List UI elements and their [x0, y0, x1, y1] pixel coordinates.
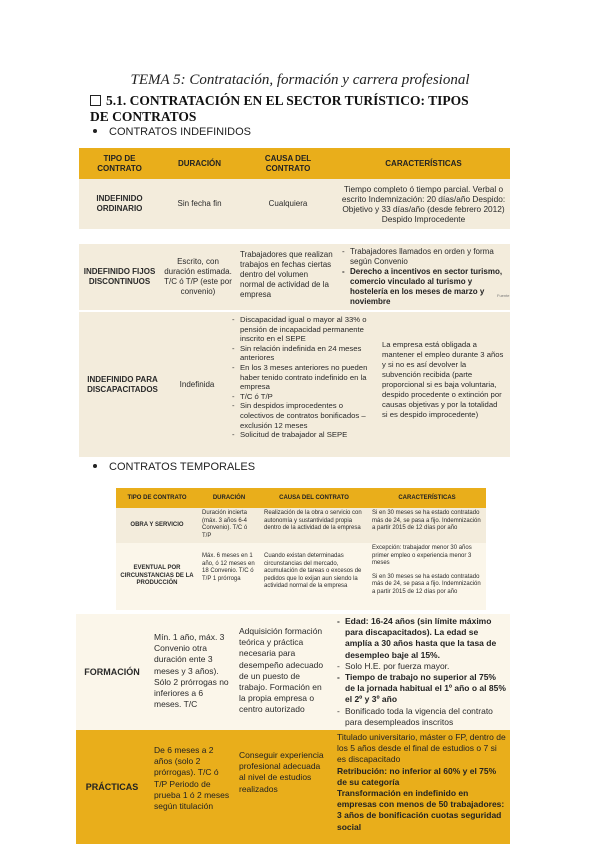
row2-duracion: Escrito, con duración estimada. T/C ó T/P (este por convenio) — [160, 244, 236, 310]
row1-duracion: Sin fecha fin — [160, 179, 239, 229]
row3-causa-item: - Solicitud de trabajador al SEPE — [232, 430, 370, 440]
practicas-caract-2: Retribución: no inferior al 60% y el 75% de su categoría — [337, 765, 497, 787]
obra-tipo: OBRA Y SERVICIO — [116, 508, 198, 543]
row1-causa: Cualquiera — [239, 179, 337, 229]
row3-causa-item: - En los 3 meses anteriores no pueden haber tenido contrato indefinido en la empresa — [232, 363, 370, 392]
header-causa: CAUSA DEL CONTRATO — [239, 148, 337, 179]
eventual-duracion: Máx. 6 meses en 1 año, ó 12 meses en 18 Convenio. T/C ó T/P 1 prórroga — [198, 543, 260, 610]
formacion-caracteristicas — [333, 614, 510, 730]
header-duracion: DURACIÓN — [160, 148, 239, 179]
eventual-tipo: EVENTUAL POR CIRCUNSTANCIAS DE LA PRODUCCIÓN — [116, 543, 198, 610]
formacion-causa: Adquisición formación teórica y práctica necesaria para desempeño adecuado de un puesto de trabajo. Formación en la propia empresa o centro autorizado — [235, 614, 333, 730]
row3-causa-item: - Sin despidos improcedentes o colectivos de contratos bonificados – exclusión 12 meses — [232, 401, 370, 430]
bullet-text: CONTRATOS TEMPORALES — [109, 461, 256, 473]
row3-causa-item: - T/C ó T/P — [232, 392, 370, 402]
row2-tipo: INDEFINIDO FIJOS DISCONTINUOS — [79, 244, 160, 310]
header-causa: CAUSA DEL CONTRATO — [260, 488, 368, 508]
eventual-causa: Cuando existan determinadas circunstancias del mercado, acumulación de tareas o excesos de pedidos que lo exijan aun siendo la actividad normal de la empresa — [260, 543, 368, 610]
header-caracteristicas: CARACTERÍSTICAS — [368, 488, 486, 508]
practicas-duracion: De 6 meses a 2 años (solo 2 prórrogas). T/C ó T/P Periodo de prueba 1 ó 2 meses según titulación — [148, 730, 235, 844]
header-tipo: TIPO DE CONTRATO — [79, 148, 160, 179]
obra-caracteristicas: Si en 30 meses se ha estado contratado más de 24, se pasa a fijo. Indemnización a partir 2015 de 12 días por año — [368, 508, 486, 543]
practicas-caract-1: Titulado universitario, máster o FP, dentro de los 5 años desde el final de estudios o 7 si es discapacitado — [337, 732, 506, 765]
section-heading — [90, 93, 490, 125]
practicas-caracteristicas — [333, 730, 510, 844]
practicas-tipo: PRÁCTICAS — [76, 730, 148, 844]
section-heading-text: 5.1. CONTRATACIÓN EN EL SECTOR TURÍSTICO: TIPOS DE CONTRATOS — [90, 93, 469, 124]
document-title: TEMA 5: Contratación, formación y carrera profesional — [130, 72, 470, 88]
eventual-caract-2: Si en 30 meses se ha estado contratado más de 24, se pasa a fijo. Indemnización a partir 2015 de 12 días por año — [372, 573, 481, 595]
formacion-duracion: Mín. 1 año, máx. 3 Convenio otra duración ente 3 meses y 3 años). Sólo 2 prórrogas no inferiores a 6 meses. T/C — [148, 614, 235, 730]
header-duracion: DURACIÓN — [198, 488, 260, 508]
bullet-text: CONTRATOS INDEFINIDOS — [109, 126, 251, 138]
row2-caracteristicas — [338, 244, 510, 310]
practicas-caract-3: Transformación en indefinido en empresas con menos de 50 trabajadores: 3 años de bonificación cuotas seguridad social — [337, 788, 505, 832]
row3-causa-item: - Discapacidad igual o mayor al 33% o pensión de incapacidad permanente inscrito en el SEPE — [232, 315, 370, 344]
header-caracteristicas: CARACTERÍSTICAS — [337, 148, 510, 179]
row3-causa — [228, 312, 374, 457]
obra-causa: Realización de la obra o servicio con autonomía y sustantividad propia dentro de la actividad de la empresa — [260, 508, 368, 543]
bullet-contratos-indefinidos — [93, 126, 251, 138]
eventual-caracteristicas — [368, 543, 486, 610]
row2-causa: Trabajadores que realizan trabajos en fechas ciertas dentro del volumen normal de actividad de la empresa — [236, 244, 338, 310]
checkbox-icon — [90, 95, 101, 106]
formacion-caract-item: - Bonificado toda la vigencia del contrato para desempleados inscritos — [337, 706, 506, 728]
header-tipo: TIPO DE CONTRATO — [116, 488, 198, 508]
obra-duracion: Duración incierta (máx. 3 años 6-4 Convenio). T/C ó T/P — [198, 508, 260, 543]
formacion-tipo: FORMACIÓN — [76, 614, 148, 730]
row3-caracteristicas: La empresa está obligada a mantener el empleo durante 3 años y si no es así devolver la subvención recibida (parte proporcional si es baja voluntaria, despido procedente o extinción por causas objetivas y por la totalidad si es despido improcedente) — [374, 312, 510, 457]
bullet-contratos-temporales — [93, 461, 255, 473]
formacion-caract-item: - Edad: 16-24 años (sin límite máximo para discapacitados). La edad se amplía a 30 años hasta que la tasa de desempleo baje al 15%. — [337, 616, 506, 661]
row2-note: Fuente — [497, 293, 510, 298]
bullet-dot-icon — [93, 464, 97, 468]
row1-caracteristicas: Tiempo completo ó tiempo parcial. Verbal o escrito Indemnización: 20 días/año Despido: Objetivo y 33 días/año (desde febrero 2012) Despido Improcedente — [337, 179, 510, 229]
row3-duracion: Indefinida — [166, 312, 228, 457]
row2-caract-item: - Derecho a incentivos en sector turismo, comercio vinculado al turismo y hostelería en los meses de marzo y noviembre — [342, 267, 506, 307]
formacion-caract-item: - Solo H.E. por fuerza mayor. — [337, 661, 506, 672]
row3-causa-item: - Sin relación indefinida en 24 meses anteriores — [232, 344, 370, 363]
eventual-caract-1: Excepción: trabajador menor 30 años primer empleo o experiencia menor 3 meses — [372, 545, 472, 566]
bullet-dot-icon — [93, 129, 97, 133]
formacion-caract-item: - Tiempo de trabajo no superior al 75% de la jornada habitual el 1º año o al 85% el 2º y 3º año — [337, 672, 506, 706]
practicas-causa: Conseguir experiencia profesional adecuada al nivel de estudios realizados — [235, 730, 333, 844]
row2-caract-item: - Trabajadores llamados en orden y forma según Convenio — [342, 247, 506, 267]
row1-tipo: INDEFINIDO ORDINARIO — [79, 179, 160, 229]
row3-tipo: INDEFINIDO PARA DISCAPACITADOS — [79, 312, 166, 457]
